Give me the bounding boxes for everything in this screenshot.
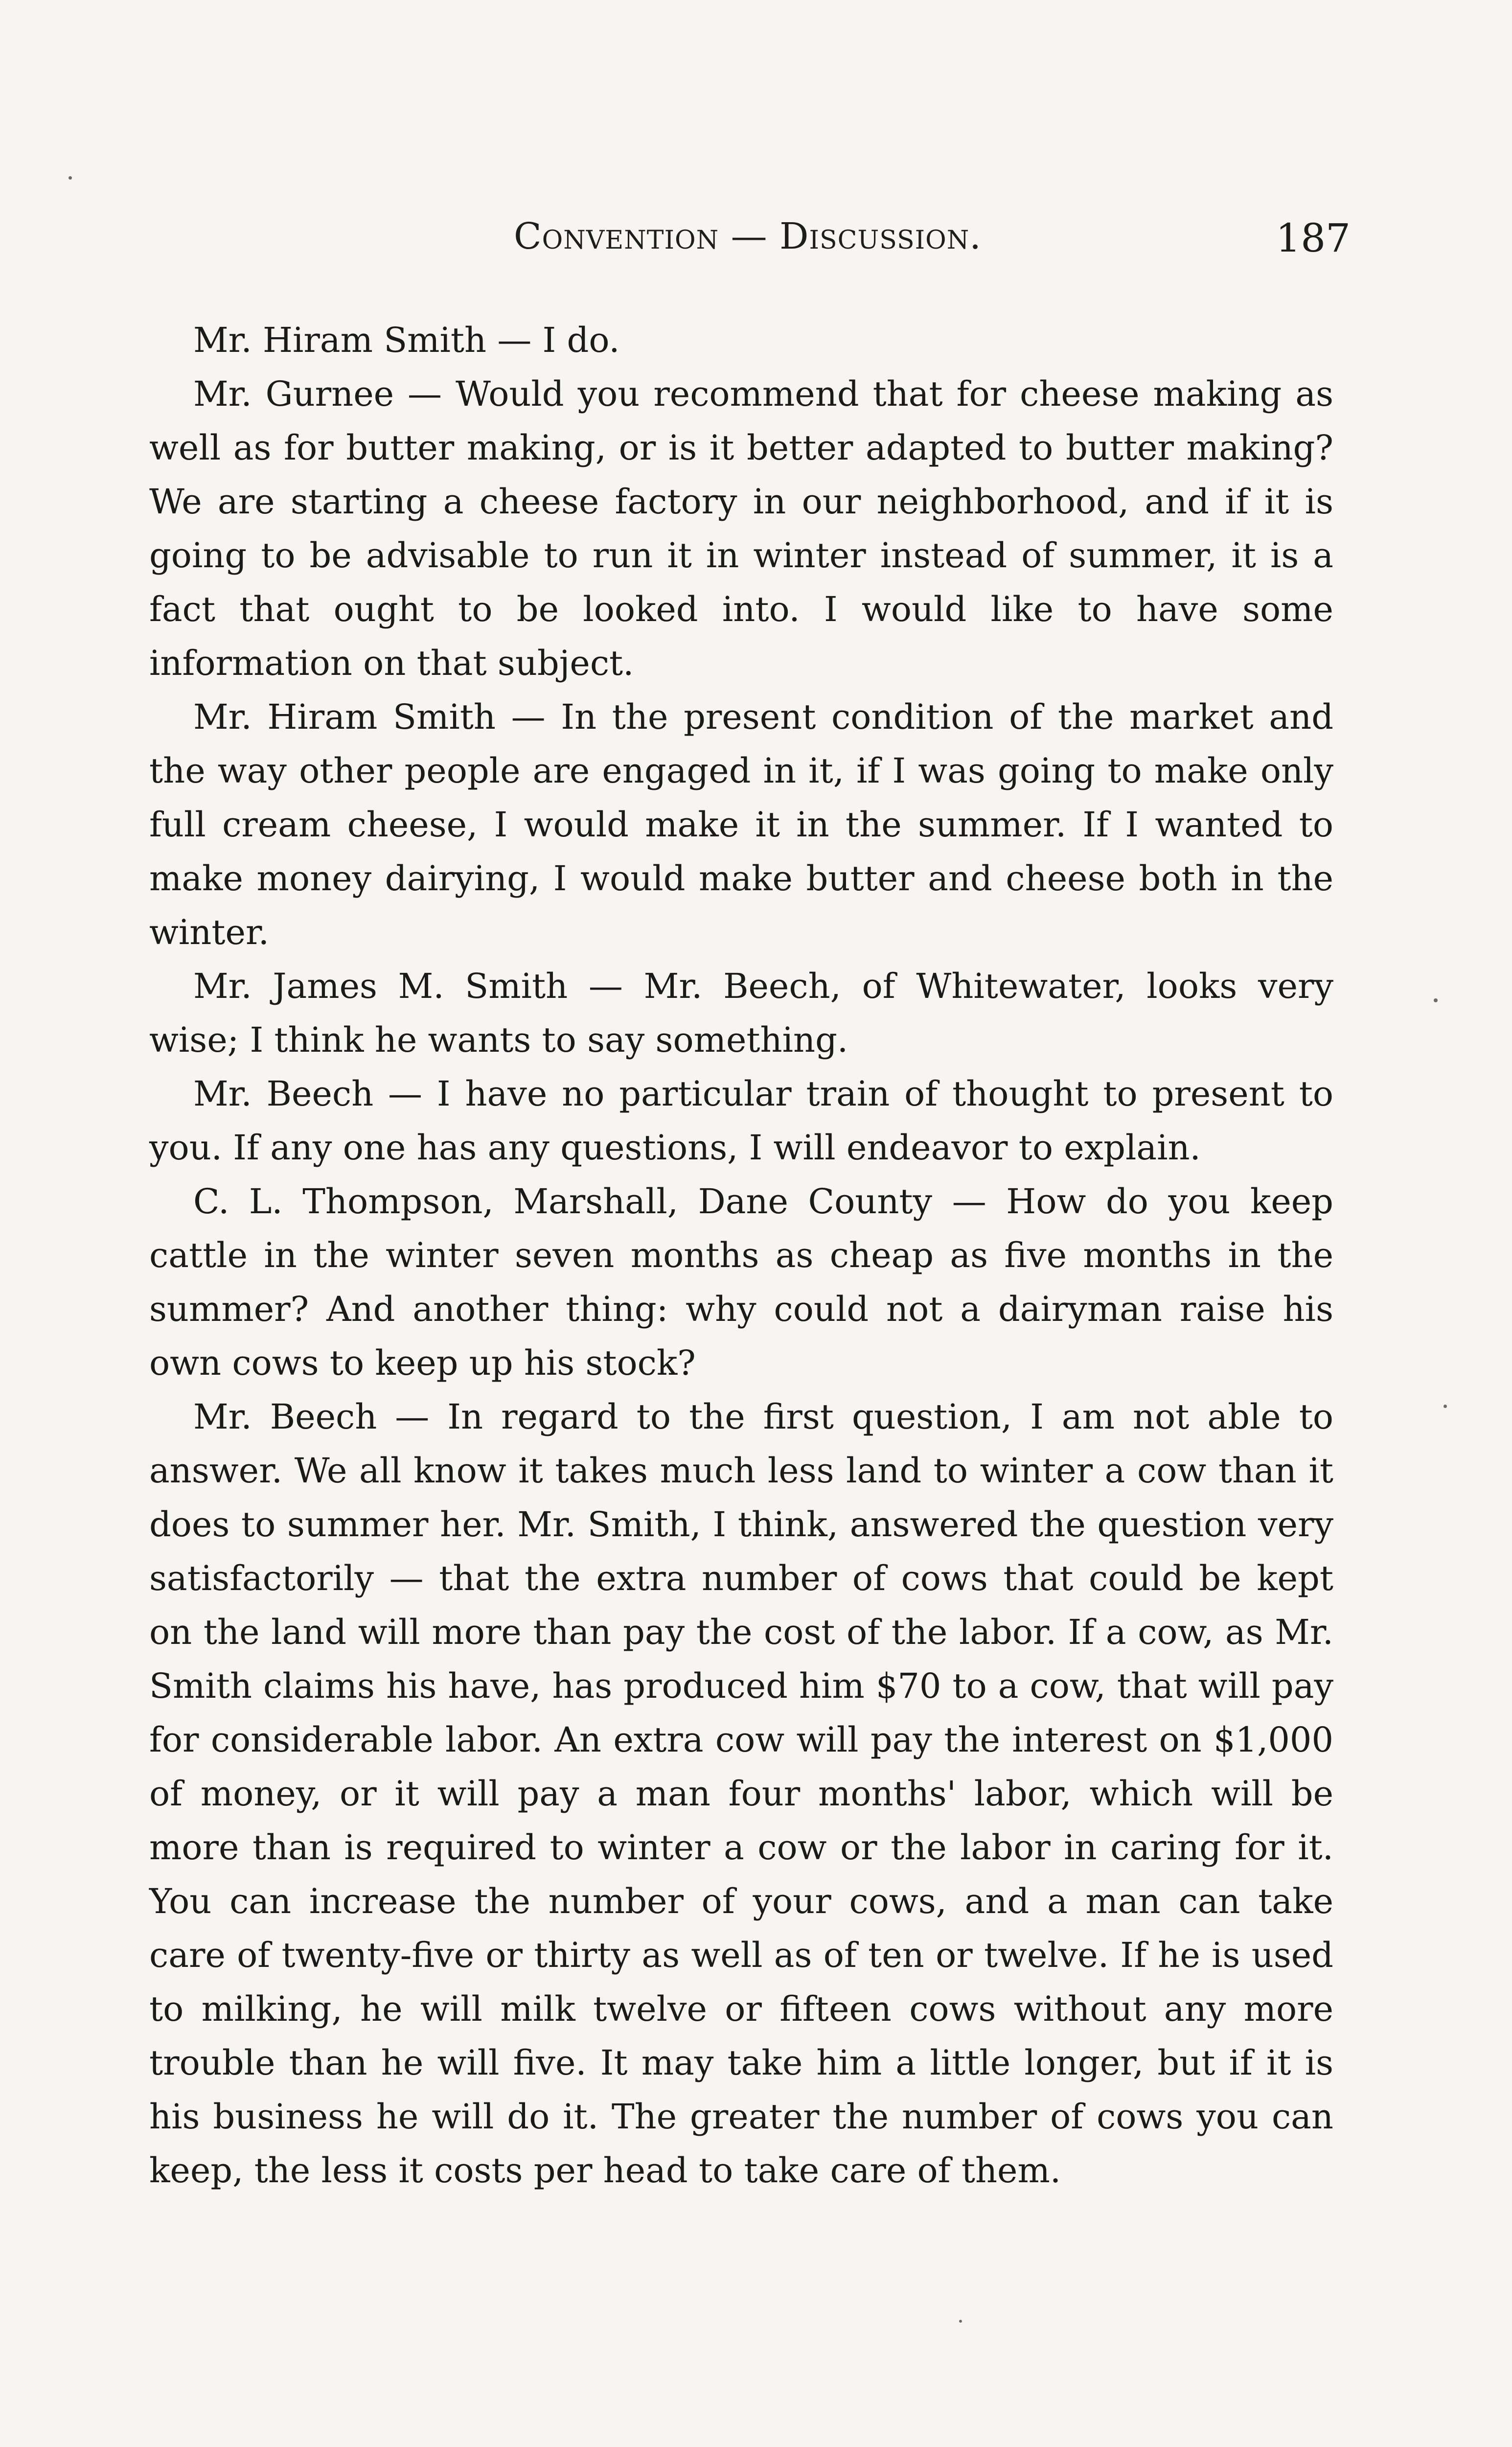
paragraph-text: Mr. Beech, of Whitewater, looks very wise; I think he wants to say something. bbox=[149, 966, 1333, 1060]
speaker-name: Mr. Beech bbox=[193, 1074, 374, 1114]
paper-speck bbox=[1443, 1405, 1447, 1408]
page-number: 187 bbox=[1276, 215, 1351, 261]
speaker-name: Mr. Beech bbox=[193, 1397, 377, 1437]
paragraph-text: Would you recommend that for cheese making as well as for butter making, or is it better adapted to butter making? We are starting a cheese factory in our neighborhood, and if it is going to be advisable to run it in winter instead of summer, it is a fact that ought to be looked into. I would like to have some information on that subject. bbox=[149, 374, 1333, 683]
paper-speck bbox=[1434, 998, 1438, 1002]
paragraph-text: I do. bbox=[542, 320, 620, 360]
speaker-name: C. L. Thompson, Marshall, Dane County bbox=[193, 1181, 933, 1222]
paragraph-text: I have no particular train of thought to present to you. If any one has any questions, I will endeavor to explain. bbox=[149, 1074, 1333, 1168]
running-head bbox=[147, 215, 1351, 269]
body-text bbox=[149, 313, 1333, 2197]
dash-separator: — bbox=[486, 320, 543, 360]
running-title: Convention — Discussion. bbox=[514, 215, 982, 257]
speaker-name: Mr. James M. Smith bbox=[193, 966, 568, 1006]
paragraph-text: How do you keep cattle in the winter seven months as cheap as five months in the summer? And another thing: why could not a dairyman raise his own cows to keep up his stock? bbox=[149, 1181, 1333, 1383]
dash-separator: — bbox=[496, 697, 561, 737]
paragraph bbox=[149, 690, 1333, 959]
dash-separator: — bbox=[394, 374, 456, 414]
paragraph bbox=[149, 1175, 1333, 1390]
speaker-name: Mr. Hiram Smith bbox=[193, 320, 487, 360]
dash-separator: — bbox=[377, 1397, 448, 1437]
speaker-name: Mr. Hiram Smith bbox=[193, 697, 496, 737]
paper-speck bbox=[959, 2320, 962, 2323]
paragraph bbox=[149, 367, 1333, 690]
paragraph-text: In the present condition of the market and the way other people are engaged in it, if I was going to make only full cream cheese, I would make it in the summer. If I wanted to make money dairying, I would make butter and cheese both in the winter. bbox=[149, 697, 1333, 952]
paragraph bbox=[149, 1067, 1333, 1175]
paragraph bbox=[149, 959, 1333, 1067]
paper-speck bbox=[69, 176, 72, 180]
dash-separator: — bbox=[568, 966, 644, 1006]
paragraph-text: In regard to the first question, I am not able to answer. We all know it takes much less land to winter a cow than it does to summer her. Mr. Smith, I think, answered the question very satisfactorily — that the extra number of cows that could be kept on the land will more than pay the cost of the labor. If a cow, as Mr. Smith claims his have, has produced him $70 to a cow, that will pay for considerable labor. An extra cow will pay the interest on $1,000 of money, or it will pay a man four months' labor, which will be more than is required to winter a cow or the labor in caring for it. You can increase the number of your cows, and a man can take care of twenty-five or thirty as well as of ten or twelve. If he is used to milking, he will milk twelve or fifteen cows without any more trouble than he will five. It may take him a little longer, but if it is his business he will do it. The greater the number of cows you can keep, the less it costs per head to take care of them. bbox=[149, 1397, 1333, 2191]
paragraph bbox=[149, 1390, 1333, 2197]
dash-separator: — bbox=[932, 1181, 1007, 1222]
paragraph bbox=[149, 313, 1333, 367]
dash-separator: — bbox=[373, 1074, 437, 1114]
speaker-name: Mr. Gurnee bbox=[193, 374, 394, 414]
